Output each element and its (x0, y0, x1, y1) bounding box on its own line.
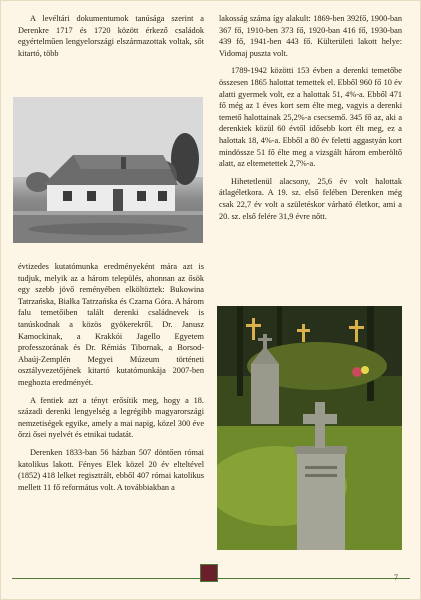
paragraph: A fentiek azt a tényt erősítik meg, hogy a 18. századi derenki lengyelség a legrégibb magyarországi nemzetiségek egyike, amely a mai napig, közel 300 éve őrzi ősei nyelvét és etnikai tudatát. (18, 395, 204, 440)
paragraph: Derenken 1833-ban 56 házban 507 döntően római katolikus lakott. Fényes Elek közel 20 év elteltével (1852) 418 lelket regisztrált, ebből 407 római katolikus mellett 11 fő református volt. A továbbiakban a (18, 447, 204, 492)
cemetery-illustration (217, 306, 402, 550)
emblem-icon (200, 564, 218, 582)
left-column-bottom (18, 261, 204, 499)
paragraph: 1789-1942 közötti 153 évben a derenki temetőbe összesen 1865 halottat temettek el. Ebből 960 fő 10 év alatti gyermek volt, ez a halottak 51, 4%-a. Ebből 471 fő még az 1 éves kort sem élte meg, vagyis a derenki temető halottainak 25,2%-a csecsemő. 345 fő az, aki a derenkiek közül 60 évtől idősebb kort élt meg, ez a halottak 18, 4%-a. Ebből a 80 év feletti aggastyán kort mindössze 51 fő élte meg a vizsgált három emberöltő alatt, az eltemetettek 2,7%-a. (219, 66, 402, 169)
paragraph: Hihetetlenül alacsony, 25,6 év volt halottak átlagéletkora. A 19. sz. első felében Derenken még csak 22,7 év volt a születéskor várható életkor, ami a 20. sz. első felére 31,9 évre nőtt. (219, 176, 402, 221)
paragraph: A levéltári dokumentumok tanúsága szerint a Derenkre 1717 és 1720 között érkező családok egyértelműen lengyelországi elszármazottak voltak, sőt kitartó, több (18, 14, 204, 58)
paragraph: lakosság száma így alakult: 1869-ben 392fő, 1900-ban 367 fő, 1910-ben 373 fő, 1920-ban 416 fő, 1930-ban 439 fő, 1941-ben 443 fő. Külterületi lakott helye: Vidomaj puszta volt. (219, 14, 402, 58)
page-number: 7 (394, 573, 398, 582)
right-column (219, 13, 402, 228)
cemetery-photo (217, 306, 402, 550)
left-column-top (18, 13, 204, 65)
farmhouse-photo (13, 97, 203, 243)
farmhouse-illustration (13, 97, 203, 243)
paragraph: évtizedes kutatómunka eredményeként mára azt is tudjuk, melyik az a három település, ahonnan az ősök egy szebb jövő reményében elköltöztek: Bukowina Tatrzańska, Białka Tatrzańska és Czarna Góra. A három falu temetőiben talált derenki családnevek is tanúskodnak a közös gyökerekről. Dr. Janusz Kamockinak, a Krakkói Jagello Egyetem professzorának és Dr. Rémiás Tibornak, a Borsod-Abaúj-Zemplén Megyei Múzeum történeti osztályvezetőjének kitartó kutatómunkája 2007-ben meghozta eredményét. (18, 262, 204, 387)
